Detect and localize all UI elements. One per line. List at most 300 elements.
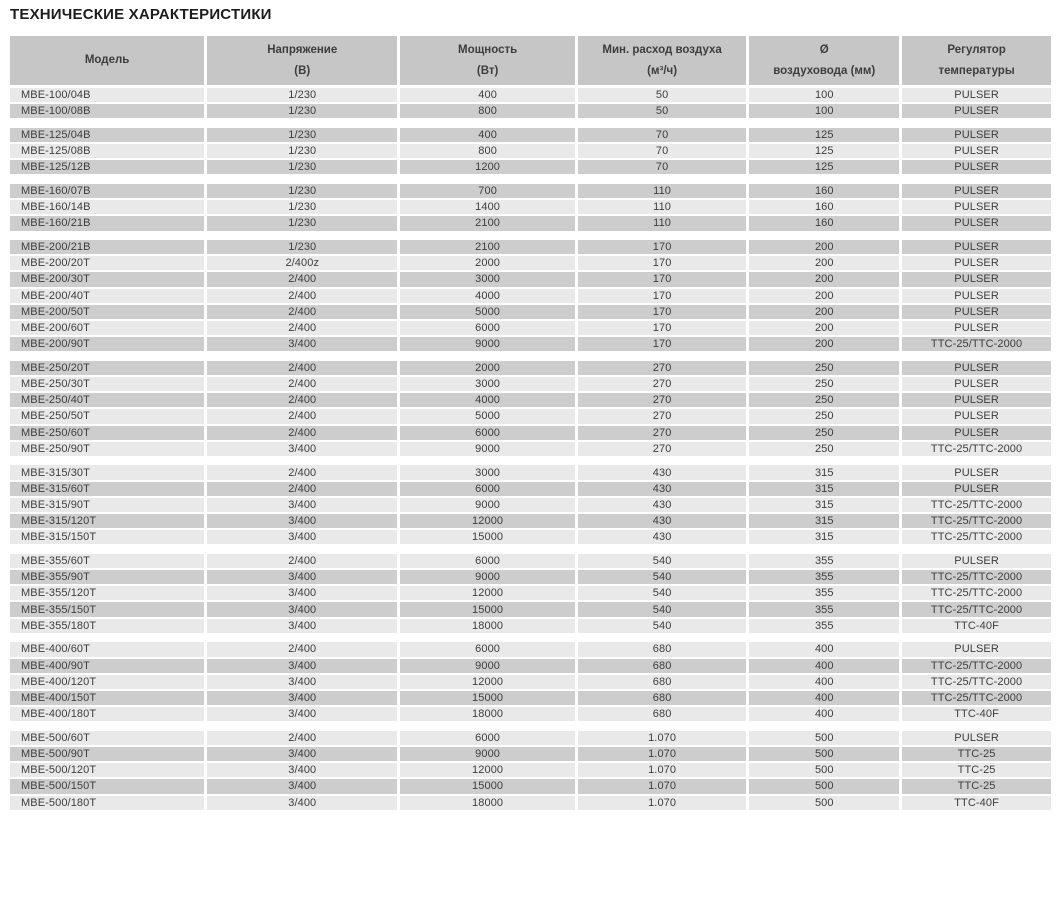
row-group <box>10 465 1051 544</box>
cell-airflow: 270 <box>578 377 747 391</box>
cell-voltage: 3/400 <box>207 570 397 584</box>
column-header-line1: Мин. расход воздуха <box>602 43 722 56</box>
cell-regulator: PULSER <box>902 409 1051 423</box>
cell-power: 4000 <box>400 289 574 303</box>
table-body <box>10 88 1051 810</box>
cell-airflow: 1.070 <box>578 796 747 810</box>
cell-model: MBE-125/08B <box>10 144 204 158</box>
cell-model: MBE-400/60T <box>10 642 204 656</box>
table-row <box>10 642 1051 656</box>
column-header-power <box>400 36 574 85</box>
column-header-line2: (м³/ч) <box>647 64 678 77</box>
cell-power: 9000 <box>400 498 574 512</box>
cell-regulator: PULSER <box>902 144 1051 158</box>
cell-model: MBE-100/08B <box>10 104 204 118</box>
cell-regulator: PULSER <box>902 272 1051 286</box>
cell-model: MBE-125/12B <box>10 160 204 174</box>
cell-model: MBE-160/21B <box>10 216 204 230</box>
column-header-diameter <box>749 36 899 85</box>
cell-regulator: PULSER <box>902 128 1051 142</box>
cell-power: 6000 <box>400 426 574 440</box>
cell-power: 2000 <box>400 361 574 375</box>
cell-airflow: 170 <box>578 256 747 270</box>
cell-diameter: 400 <box>749 675 899 689</box>
cell-regulator: TTC-25/TTC-2000 <box>902 570 1051 584</box>
table-row <box>10 530 1051 544</box>
cell-voltage: 3/400 <box>207 747 397 761</box>
cell-airflow: 430 <box>578 498 747 512</box>
table-row <box>10 128 1051 142</box>
cell-voltage: 3/400 <box>207 602 397 616</box>
cell-airflow: 540 <box>578 554 747 568</box>
cell-diameter: 355 <box>749 586 899 600</box>
cell-model: MBE-160/14B <box>10 200 204 214</box>
cell-regulator: PULSER <box>902 305 1051 319</box>
cell-diameter: 500 <box>749 747 899 761</box>
cell-airflow: 70 <box>578 144 747 158</box>
cell-regulator: TTC-25/TTC-2000 <box>902 586 1051 600</box>
cell-diameter: 315 <box>749 482 899 496</box>
cell-power: 9000 <box>400 570 574 584</box>
cell-model: MBE-315/60T <box>10 482 204 496</box>
cell-voltage: 3/400 <box>207 586 397 600</box>
cell-airflow: 170 <box>578 240 747 254</box>
table-row <box>10 763 1051 777</box>
cell-airflow: 540 <box>578 570 747 584</box>
column-header-line1: Мощность <box>457 43 518 56</box>
cell-power: 12000 <box>400 514 574 528</box>
cell-diameter: 315 <box>749 530 899 544</box>
cell-model: MBE-355/90T <box>10 570 204 584</box>
cell-voltage: 2/400 <box>207 305 397 319</box>
cell-regulator: PULSER <box>902 321 1051 335</box>
cell-model: MBE-250/60T <box>10 426 204 440</box>
cell-regulator: TTC-25/TTC-2000 <box>902 514 1051 528</box>
table-row <box>10 675 1051 689</box>
cell-voltage: 2/400 <box>207 426 397 440</box>
cell-power: 2100 <box>400 240 574 254</box>
cell-airflow: 540 <box>578 619 747 633</box>
cell-power: 800 <box>400 144 574 158</box>
cell-power: 2000 <box>400 256 574 270</box>
cell-model: MBE-200/30T <box>10 272 204 286</box>
cell-power: 3000 <box>400 377 574 391</box>
cell-regulator: TTC-40F <box>902 707 1051 721</box>
table-row <box>10 104 1051 118</box>
cell-regulator: PULSER <box>902 216 1051 230</box>
cell-model: MBE-125/04B <box>10 128 204 142</box>
cell-diameter: 200 <box>749 240 899 254</box>
cell-model: MBE-400/120T <box>10 675 204 689</box>
cell-airflow: 110 <box>578 184 747 198</box>
cell-regulator: PULSER <box>902 554 1051 568</box>
cell-regulator: PULSER <box>902 642 1051 656</box>
cell-regulator: TTC-40F <box>902 796 1051 810</box>
cell-voltage: 1/230 <box>207 88 397 102</box>
cell-regulator: PULSER <box>902 240 1051 254</box>
cell-model: MBE-400/90T <box>10 659 204 673</box>
cell-model: MBE-200/20T <box>10 256 204 270</box>
cell-power: 800 <box>400 104 574 118</box>
table-row <box>10 570 1051 584</box>
cell-model: MBE-400/180T <box>10 707 204 721</box>
cell-voltage: 2/400z <box>207 256 397 270</box>
cell-airflow: 70 <box>578 160 747 174</box>
cell-model: MBE-160/07B <box>10 184 204 198</box>
table-row <box>10 796 1051 810</box>
cell-diameter: 400 <box>749 691 899 705</box>
column-header-line2: температуры <box>938 64 1015 77</box>
cell-diameter: 200 <box>749 256 899 270</box>
cell-diameter: 125 <box>749 144 899 158</box>
cell-airflow: 110 <box>578 200 747 214</box>
cell-power: 6000 <box>400 482 574 496</box>
cell-regulator: PULSER <box>902 289 1051 303</box>
cell-regulator: TTC-25 <box>902 747 1051 761</box>
column-header-line1: Напряжение <box>267 43 338 56</box>
cell-power: 5000 <box>400 305 574 319</box>
cell-airflow: 540 <box>578 602 747 616</box>
column-header-airflow <box>578 36 747 85</box>
cell-model: MBE-355/60T <box>10 554 204 568</box>
cell-model: MBE-315/90T <box>10 498 204 512</box>
cell-voltage: 1/230 <box>207 160 397 174</box>
cell-voltage: 3/400 <box>207 619 397 633</box>
cell-airflow: 70 <box>578 128 747 142</box>
cell-voltage: 2/400 <box>207 554 397 568</box>
table-row <box>10 586 1051 600</box>
cell-airflow: 1.070 <box>578 731 747 745</box>
cell-voltage: 2/400 <box>207 731 397 745</box>
cell-airflow: 170 <box>578 321 747 335</box>
column-header-line1: Регулятор <box>947 43 1006 56</box>
table-row <box>10 337 1051 351</box>
cell-voltage: 3/400 <box>207 514 397 528</box>
table-row <box>10 426 1051 440</box>
cell-power: 9000 <box>400 747 574 761</box>
cell-voltage: 3/400 <box>207 498 397 512</box>
cell-voltage: 1/230 <box>207 128 397 142</box>
cell-voltage: 1/230 <box>207 144 397 158</box>
cell-regulator: TTC-25/TTC-2000 <box>902 337 1051 351</box>
cell-airflow: 270 <box>578 361 747 375</box>
table-row <box>10 498 1051 512</box>
cell-power: 15000 <box>400 779 574 793</box>
cell-diameter: 500 <box>749 731 899 745</box>
cell-model: MBE-250/50T <box>10 409 204 423</box>
cell-model: MBE-250/20T <box>10 361 204 375</box>
column-header-line2: воздуховода (мм) <box>773 64 876 77</box>
cell-voltage: 2/400 <box>207 289 397 303</box>
cell-power: 18000 <box>400 619 574 633</box>
cell-voltage: 1/230 <box>207 240 397 254</box>
cell-voltage: 2/400 <box>207 409 397 423</box>
cell-model: MBE-500/90T <box>10 747 204 761</box>
cell-diameter: 250 <box>749 442 899 456</box>
table-row <box>10 88 1051 102</box>
cell-diameter: 500 <box>749 796 899 810</box>
row-group <box>10 240 1051 351</box>
cell-diameter: 200 <box>749 289 899 303</box>
cell-airflow: 170 <box>578 305 747 319</box>
cell-model: MBE-500/120T <box>10 763 204 777</box>
cell-model: MBE-200/40T <box>10 289 204 303</box>
cell-model: MBE-355/180T <box>10 619 204 633</box>
cell-power: 6000 <box>400 731 574 745</box>
cell-model: MBE-200/50T <box>10 305 204 319</box>
cell-diameter: 355 <box>749 619 899 633</box>
cell-airflow: 1.070 <box>578 779 747 793</box>
cell-voltage: 3/400 <box>207 530 397 544</box>
table-row <box>10 707 1051 721</box>
cell-airflow: 1.070 <box>578 747 747 761</box>
cell-regulator: TTC-25/TTC-2000 <box>902 442 1051 456</box>
table-row <box>10 747 1051 761</box>
cell-voltage: 3/400 <box>207 796 397 810</box>
cell-model: MBE-200/90T <box>10 337 204 351</box>
column-header-voltage <box>207 36 397 85</box>
cell-diameter: 160 <box>749 216 899 230</box>
cell-diameter: 250 <box>749 377 899 391</box>
row-group <box>10 361 1051 456</box>
table-row <box>10 377 1051 391</box>
cell-diameter: 250 <box>749 426 899 440</box>
cell-regulator: PULSER <box>902 482 1051 496</box>
cell-regulator: TTC-25/TTC-2000 <box>902 530 1051 544</box>
table-row <box>10 779 1051 793</box>
cell-regulator: TTC-25 <box>902 779 1051 793</box>
cell-power: 400 <box>400 128 574 142</box>
cell-regulator: PULSER <box>902 426 1051 440</box>
cell-diameter: 355 <box>749 602 899 616</box>
page-title: ТЕХНИЧЕСКИЕ ХАРАКТЕРИСТИКИ <box>10 6 272 23</box>
cell-regulator: TTC-25/TTC-2000 <box>902 675 1051 689</box>
cell-power: 12000 <box>400 586 574 600</box>
cell-model: MBE-100/04B <box>10 88 204 102</box>
cell-power: 9000 <box>400 659 574 673</box>
cell-voltage: 3/400 <box>207 442 397 456</box>
cell-power: 12000 <box>400 675 574 689</box>
table-row <box>10 619 1051 633</box>
cell-regulator: PULSER <box>902 184 1051 198</box>
cell-voltage: 1/230 <box>207 216 397 230</box>
table-row <box>10 731 1051 745</box>
table-row <box>10 514 1051 528</box>
row-group <box>10 184 1051 231</box>
column-header-regulator <box>902 36 1051 85</box>
cell-power: 15000 <box>400 691 574 705</box>
column-header-line1: Ø <box>819 43 829 56</box>
cell-model: MBE-355/120T <box>10 586 204 600</box>
cell-regulator: TTC-25/TTC-2000 <box>902 498 1051 512</box>
cell-diameter: 500 <box>749 779 899 793</box>
cell-model: MBE-250/40T <box>10 393 204 407</box>
cell-airflow: 1.070 <box>578 763 747 777</box>
cell-airflow: 680 <box>578 642 747 656</box>
cell-model: MBE-315/150T <box>10 530 204 544</box>
cell-diameter: 125 <box>749 160 899 174</box>
cell-diameter: 355 <box>749 570 899 584</box>
cell-airflow: 540 <box>578 586 747 600</box>
cell-power: 9000 <box>400 442 574 456</box>
cell-model: MBE-400/150T <box>10 691 204 705</box>
cell-voltage: 3/400 <box>207 707 397 721</box>
cell-diameter: 355 <box>749 554 899 568</box>
cell-voltage: 2/400 <box>207 393 397 407</box>
cell-airflow: 430 <box>578 465 747 479</box>
cell-voltage: 2/400 <box>207 465 397 479</box>
cell-model: MBE-200/60T <box>10 321 204 335</box>
table-row <box>10 272 1051 286</box>
table-row <box>10 442 1051 456</box>
row-group <box>10 88 1051 118</box>
cell-regulator: PULSER <box>902 393 1051 407</box>
cell-model: MBE-200/21B <box>10 240 204 254</box>
cell-voltage: 1/230 <box>207 184 397 198</box>
table-row <box>10 240 1051 254</box>
cell-voltage: 1/230 <box>207 200 397 214</box>
cell-model: MBE-355/150T <box>10 602 204 616</box>
cell-airflow: 680 <box>578 691 747 705</box>
table-row <box>10 321 1051 335</box>
cell-diameter: 250 <box>749 409 899 423</box>
cell-power: 18000 <box>400 796 574 810</box>
cell-power: 5000 <box>400 409 574 423</box>
cell-voltage: 3/400 <box>207 337 397 351</box>
cell-airflow: 430 <box>578 530 747 544</box>
cell-diameter: 160 <box>749 200 899 214</box>
column-header-line2: (В) <box>294 64 311 77</box>
cell-regulator: TTC-40F <box>902 619 1051 633</box>
cell-diameter: 400 <box>749 707 899 721</box>
cell-power: 6000 <box>400 642 574 656</box>
cell-regulator: TTC-25/TTC-2000 <box>902 602 1051 616</box>
cell-model: MBE-250/30T <box>10 377 204 391</box>
cell-airflow: 270 <box>578 409 747 423</box>
cell-diameter: 200 <box>749 321 899 335</box>
cell-diameter: 200 <box>749 337 899 351</box>
row-group <box>10 554 1051 633</box>
cell-power: 4000 <box>400 393 574 407</box>
cell-model: MBE-500/180T <box>10 796 204 810</box>
cell-power: 6000 <box>400 321 574 335</box>
cell-diameter: 125 <box>749 128 899 142</box>
table-row <box>10 160 1051 174</box>
cell-airflow: 170 <box>578 289 747 303</box>
cell-regulator: PULSER <box>902 200 1051 214</box>
cell-power: 15000 <box>400 602 574 616</box>
cell-voltage: 3/400 <box>207 675 397 689</box>
row-group <box>10 731 1051 810</box>
cell-airflow: 680 <box>578 707 747 721</box>
cell-power: 9000 <box>400 337 574 351</box>
cell-diameter: 250 <box>749 393 899 407</box>
cell-diameter: 400 <box>749 642 899 656</box>
table-row <box>10 393 1051 407</box>
cell-regulator: PULSER <box>902 361 1051 375</box>
cell-airflow: 50 <box>578 104 747 118</box>
cell-diameter: 100 <box>749 104 899 118</box>
cell-airflow: 50 <box>578 88 747 102</box>
row-group <box>10 642 1051 721</box>
cell-power: 3000 <box>400 272 574 286</box>
cell-airflow: 270 <box>578 442 747 456</box>
column-header-model <box>10 36 204 85</box>
cell-model: MBE-250/90T <box>10 442 204 456</box>
table-row <box>10 482 1051 496</box>
table-row <box>10 200 1051 214</box>
column-header-line2: (Вт) <box>476 64 499 77</box>
cell-model: MBE-500/150T <box>10 779 204 793</box>
cell-power: 1200 <box>400 160 574 174</box>
table-row <box>10 305 1051 319</box>
cell-power: 6000 <box>400 554 574 568</box>
cell-power: 2100 <box>400 216 574 230</box>
cell-diameter: 250 <box>749 361 899 375</box>
cell-airflow: 110 <box>578 216 747 230</box>
cell-regulator: PULSER <box>902 256 1051 270</box>
cell-diameter: 200 <box>749 272 899 286</box>
table-row <box>10 659 1051 673</box>
cell-airflow: 430 <box>578 514 747 528</box>
cell-voltage: 2/400 <box>207 321 397 335</box>
cell-regulator: TTC-25/TTC-2000 <box>902 691 1051 705</box>
cell-power: 400 <box>400 88 574 102</box>
cell-power: 3000 <box>400 465 574 479</box>
cell-voltage: 1/230 <box>207 104 397 118</box>
table-row <box>10 602 1051 616</box>
cell-regulator: TTC-25/TTC-2000 <box>902 659 1051 673</box>
specs-table <box>10 36 1051 810</box>
cell-model: MBE-315/120T <box>10 514 204 528</box>
cell-diameter: 100 <box>749 88 899 102</box>
cell-power: 18000 <box>400 707 574 721</box>
cell-power: 1400 <box>400 200 574 214</box>
cell-voltage: 3/400 <box>207 659 397 673</box>
cell-voltage: 2/400 <box>207 377 397 391</box>
cell-power: 15000 <box>400 530 574 544</box>
cell-voltage: 3/400 <box>207 691 397 705</box>
table-row <box>10 289 1051 303</box>
cell-voltage: 2/400 <box>207 482 397 496</box>
cell-airflow: 680 <box>578 659 747 673</box>
table-row <box>10 465 1051 479</box>
table-row <box>10 144 1051 158</box>
cell-regulator: PULSER <box>902 377 1051 391</box>
cell-regulator: PULSER <box>902 731 1051 745</box>
cell-diameter: 315 <box>749 465 899 479</box>
column-header-line1: Модель <box>84 54 130 66</box>
cell-airflow: 430 <box>578 482 747 496</box>
table-row <box>10 216 1051 230</box>
table-row <box>10 409 1051 423</box>
row-group <box>10 128 1051 175</box>
cell-airflow: 270 <box>578 426 747 440</box>
cell-diameter: 315 <box>749 498 899 512</box>
cell-power: 12000 <box>400 763 574 777</box>
cell-diameter: 315 <box>749 514 899 528</box>
cell-voltage: 2/400 <box>207 272 397 286</box>
cell-voltage: 3/400 <box>207 779 397 793</box>
cell-power: 700 <box>400 184 574 198</box>
cell-regulator: TTC-25 <box>902 763 1051 777</box>
cell-voltage: 3/400 <box>207 763 397 777</box>
table-header-row <box>10 36 1051 85</box>
cell-diameter: 500 <box>749 763 899 777</box>
cell-airflow: 270 <box>578 393 747 407</box>
table-row <box>10 691 1051 705</box>
cell-model: MBE-500/60T <box>10 731 204 745</box>
